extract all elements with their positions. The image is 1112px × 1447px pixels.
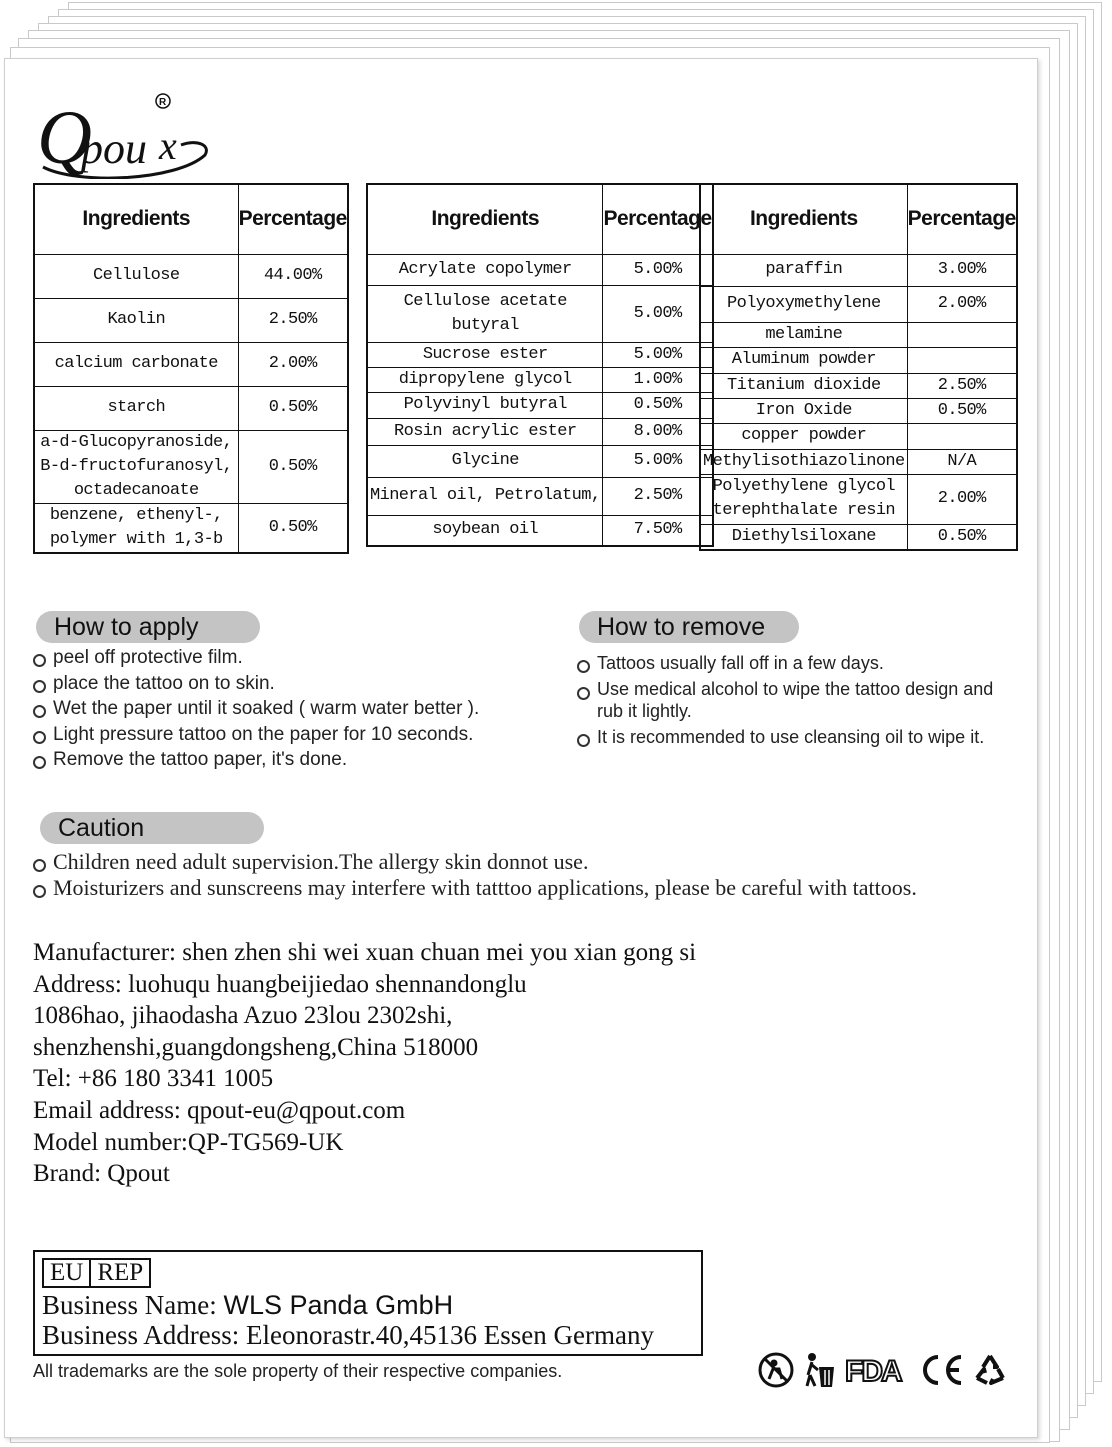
ingredient-name: Cellulose <box>34 254 238 298</box>
address-line: shenzhenshi,guangdongsheng,China 518000 <box>33 1033 479 1061</box>
telephone-line: Tel: +86 180 3341 1005 <box>33 1065 274 1093</box>
list-item: Use medical alcohol to wipe the tattoo design and rub it lightly. <box>575 678 1015 722</box>
ingredient-percentage: 5.00% <box>603 445 713 477</box>
ingredient-percentage <box>907 347 1017 373</box>
svg-text:FDA: FDA <box>845 1355 901 1387</box>
business-name-line <box>42 1290 453 1320</box>
ingredient-percentage: 8.00% <box>603 418 713 445</box>
ingredient-name: Rosin acrylic ester <box>367 418 603 445</box>
business-address-label: Business Address: <box>42 1320 240 1350</box>
ingredients-header: Ingredients <box>700 184 907 254</box>
list-item: peel off protective film. <box>31 645 551 671</box>
ingredient-percentage: 0.50% <box>907 398 1017 423</box>
ingredient-name: Methylisothiazolinone <box>700 449 907 474</box>
ingredient-name: Iron Oxide <box>700 398 907 423</box>
ingredient-percentage: 0.50% <box>238 430 348 503</box>
caution-list <box>31 849 1031 901</box>
svg-text:R: R <box>159 97 167 108</box>
ingredient-name: Mineral oil, Petrolatum, <box>367 477 603 515</box>
ingredient-name: Titanium dioxide <box>700 373 907 398</box>
how-to-apply-list <box>31 645 551 773</box>
ingredient-percentage: 2.00% <box>907 286 1017 322</box>
instruction-sheet <box>4 58 1038 1438</box>
how-to-remove-list <box>575 651 1015 750</box>
qpout-logo <box>37 89 212 179</box>
ingredient-name: Glycine <box>367 445 603 477</box>
ingredient-name: Polyethylene glycol terephthalate resin <box>700 474 907 524</box>
ingredient-percentage: 44.00% <box>238 254 348 298</box>
business-address-value: Eleonorastr.40,45136 Essen Germany <box>246 1320 654 1350</box>
list-item: It is recommended to use cleansing oil to wipe it. <box>575 725 1015 751</box>
recycle-bin-person-icon <box>803 1351 837 1389</box>
ingredient-name: Kaolin <box>34 298 238 342</box>
address-line: 1086hao, jihaodasha Azuo 23lou 2302shi, <box>33 1002 453 1030</box>
eu-rep-badge <box>42 1258 151 1288</box>
business-name-value: WLS Panda GmbH <box>223 1290 454 1320</box>
address-line: Address: luohuqu huangbeijiedao shennandonglu <box>33 970 527 998</box>
ingredient-name: dipropylene glycol <box>367 367 603 392</box>
recycle-icon <box>973 1353 1007 1387</box>
percentage-header: Percentage <box>603 184 713 254</box>
list-item: Wet the paper until it soaked ( warm water better ). <box>31 696 551 722</box>
email-line: Email address: qpout-eu@qpout.com <box>33 1096 406 1124</box>
ingredient-name: Polyvinyl butyral <box>367 392 603 418</box>
ingredient-name: benzene, ethenyl-, polymer with 1,3-b <box>34 503 238 553</box>
ingredients-table-3 <box>699 183 1018 551</box>
list-item: Tattoos usually fall off in a few days. <box>575 651 1015 677</box>
ingredient-name: Diethylsiloxane <box>700 524 907 550</box>
ingredient-name: copper powder <box>700 423 907 449</box>
ingredient-percentage: 0.50% <box>907 524 1017 550</box>
ingredient-name: Acrylate copolymer <box>367 254 603 285</box>
ingredient-percentage: 2.50% <box>907 373 1017 398</box>
ingredient-percentage: 7.50% <box>603 515 713 546</box>
ingredient-percentage: 2.00% <box>907 474 1017 524</box>
list-item: place the tattoo on to skin. <box>31 671 551 697</box>
ingredient-name: a-d-Glucopyranoside, B-d-fructofuranosyl, octadecanoate <box>34 430 238 503</box>
svg-text:pou: pou <box>81 124 147 173</box>
svg-text:x: x <box>159 123 177 168</box>
ingredient-name: soybean oil <box>367 515 603 546</box>
fda-icon <box>845 1353 911 1387</box>
how-to-remove-heading: How to remove <box>579 611 799 643</box>
ingredient-percentage: 0.50% <box>238 386 348 430</box>
ingredient-percentage: 5.00% <box>603 285 713 342</box>
manufacturer-info <box>33 937 696 1190</box>
ingredient-percentage: 2.50% <box>238 298 348 342</box>
ingredients-table-1 <box>33 183 349 554</box>
ingredient-name: Aluminum powder <box>700 347 907 373</box>
ingredient-percentage: 2.50% <box>603 477 713 515</box>
ingredient-percentage: N/A <box>907 449 1017 474</box>
brand-line: Brand: Qpout <box>33 1160 170 1188</box>
ingredient-name: melamine <box>700 322 907 347</box>
svg-text:Q: Q <box>37 96 92 179</box>
trademark-notice: All trademarks are the sole property of their respective companies. <box>33 1361 563 1381</box>
percentage-header: Percentage <box>238 184 348 254</box>
ingredient-percentage: 5.00% <box>603 254 713 285</box>
no-children-under-3-icon <box>757 1351 795 1389</box>
business-name-label: Business Name: <box>42 1290 217 1320</box>
ingredient-name: paraffin <box>700 254 907 286</box>
caution-heading: Caution <box>40 812 264 844</box>
ingredient-percentage: 0.50% <box>238 503 348 553</box>
percentage-header: Percentage <box>907 184 1017 254</box>
ingredient-name: Cellulose acetate butyral <box>367 285 603 342</box>
model-number-line: Model number:QP-TG569-UK <box>33 1128 344 1156</box>
ingredient-percentage <box>907 423 1017 449</box>
certification-icons <box>757 1351 1007 1389</box>
ingredients-table-2 <box>366 183 714 547</box>
ingredients-header: Ingredients <box>34 184 238 254</box>
ingredients-header: Ingredients <box>367 184 603 254</box>
manufacturer-line: Manufacturer: shen zhen shi wei xuan chuan mei you xian gong si <box>33 939 697 966</box>
list-item: Children need adult supervision.The allergy skin donnot use. <box>31 849 1031 875</box>
ce-mark-icon <box>919 1353 965 1387</box>
ingredient-percentage: 3.00% <box>907 254 1017 286</box>
business-address-line <box>42 1320 654 1350</box>
ingredient-percentage <box>907 322 1017 347</box>
ingredient-percentage: 5.00% <box>603 342 713 367</box>
list-item: Remove the tattoo paper, it's done. <box>31 747 551 773</box>
eu-rep-badge-rep: REP <box>97 1259 144 1286</box>
ingredient-percentage: 1.00% <box>603 367 713 392</box>
list-item: Moisturizers and sunscreens may interfere with tatttoo applications, please be careful with tattoos. <box>31 875 1031 901</box>
eu-representative-box <box>33 1250 703 1356</box>
how-to-apply-heading: How to apply <box>36 611 260 643</box>
ingredient-name: Sucrose ester <box>367 342 603 367</box>
ingredient-percentage: 2.00% <box>238 342 348 386</box>
ingredient-name: Polyoxymethylene <box>700 286 907 322</box>
eu-rep-badge-eu: EU <box>44 1260 91 1286</box>
list-item: Light pressure tattoo on the paper for 10 seconds. <box>31 722 551 748</box>
ingredient-percentage: 0.50% <box>603 392 713 418</box>
ingredient-name: starch <box>34 386 238 430</box>
ingredient-name: calcium carbonate <box>34 342 238 386</box>
